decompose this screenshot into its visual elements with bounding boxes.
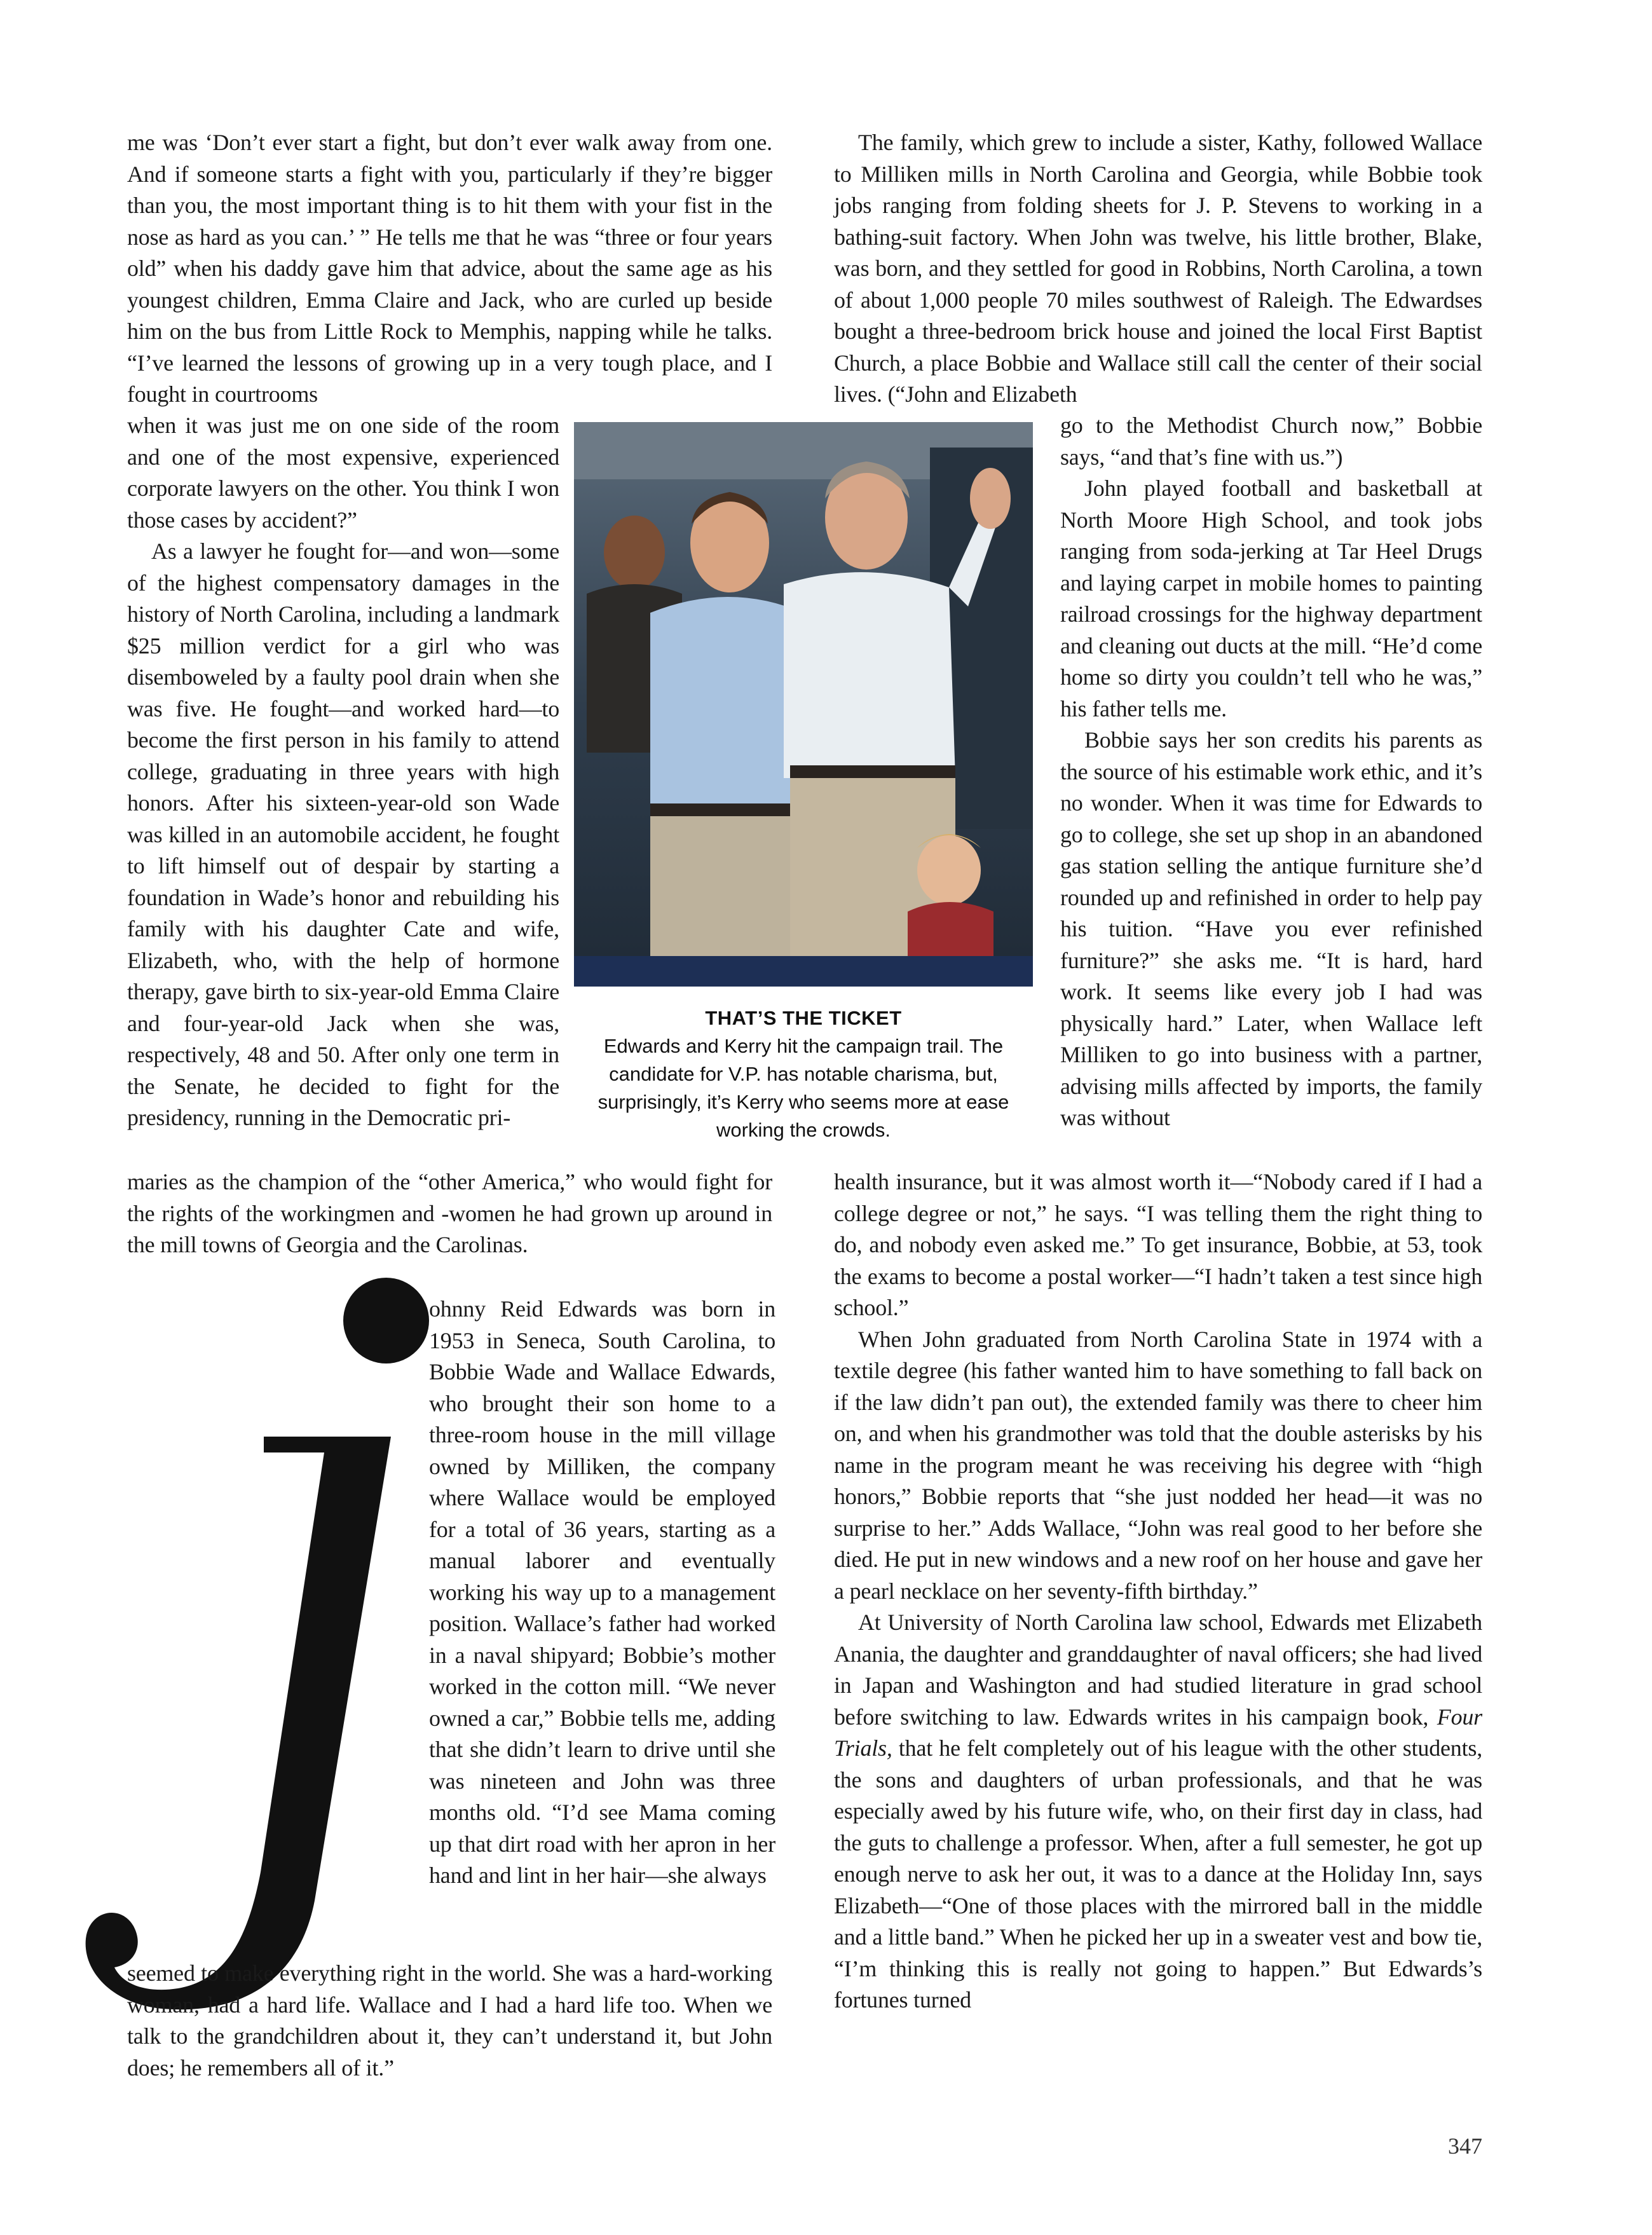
campaign-photo <box>574 422 1033 987</box>
paragraph: When John graduated from North Carolina State in 1974 with a textile degree (his father wanted him to have something to fall back on if the law didn’t pan out), the extended family was there to cheer him on, and when his grandmother was told that the double asterisks by his name in the program meant he was receiving his degree with “high honors,” Bobbie reports that “she just nodded her head—it was no surprise to her.” Adds Wallace, “John was real good to her before she died. He put in new windows and a new roof on her house and gave her a pearl necklace on her seventy-fifth birthday.” <box>834 1326 1482 1604</box>
drop-cap <box>73 1278 429 2015</box>
book-title: Four Trials, <box>834 1704 1482 1761</box>
text-run: that he felt completely out of his league with the other students, the sons and daughters of urban professionals, and that he was especially awed by his future wife, who, on their first day in class, had the guts to challenge a professor. When, after a full semester, he got up enough nerve to ask her out, it was to a dance at the Holiday Inn, says Elizabeth—“One of those places with the mirrored ball in the middle and a little band.” When he picked her up in a sweater vest and bow tie, “I’m thinking this is really not going to happen.” But Edwards’s fortunes turned <box>834 1735 1482 2013</box>
drop-cap-letter <box>73 1278 429 2015</box>
drop-cap-paragraph-tail <box>127 1958 772 2084</box>
paragraph: maries as the champion of the “other America,” who would fight for the rights of the workingmen and -women he had grown up around in the mill towns of Georgia and the Carolinas. <box>127 1169 772 1257</box>
page-number: 347 <box>1448 2133 1482 2159</box>
paragraph: John played football and basketball at North Moore High School, and took jobs ranging from soda-jerking at Tar Heel Drugs and laying carpet in mobile homes to painting railroad crossings for the highway department and cleaning out ducts at the mill. “He’d come home so dirty you couldn’t tell who he was,” his father tells me. <box>1060 475 1482 721</box>
photo-caption <box>574 1004 1033 1144</box>
right-column-bottom <box>834 1166 1482 2016</box>
left-column-middle <box>127 410 559 1134</box>
left-column-bottom <box>127 1166 772 1261</box>
paragraph: Bobbie says her son credits his parents as the source of his estimable work ethic, and it’s no wonder. When it was time for Edwards to go to college, she set up shop in an abandoned gas station selling the antique furniture she’d rounded up and refinished in order to help pay his tuition. “Have you ever refinished furniture?” she asks me. “It is hard, hard work. It seems like every job I had was physically hard.” Later, when Wallace left Milliken to go into business with a partner, advising mills affected by imports, the family was without <box>1060 727 1482 1130</box>
right-column-middle <box>1060 410 1482 1134</box>
caption-body: Edwards and Kerry hit the campaign trail. The candidate for V.P. has notable charisma, but, surprisingly, it’s Kerry who seems more at ease working the crowds. <box>597 1035 1009 1141</box>
drop-cap-paragraph <box>429 1294 775 1892</box>
paragraph: ohnny Reid Edwards was born in 1953 in Seneca, South Carolina, to Bobbie Wade and Wallace Edwards, who brought their son home to a three-room house in the mill village owned by Milliken, the company where Wallace would be employed for a total of 36 years, starting as a manual laborer and eventually working his way up to a management position. Wallace’s father had worked in a naval shipyard; Bobbie’s mother worked in the cotton mill. “We never owned a car,” Bobbie tells me, adding that she didn’t learn to drive until she was nineteen and John was three months old. “I’d see Mama coming up that dirt road with her apron in her hand and lint in her hair—she always <box>429 1296 775 1888</box>
paragraph: go to the Methodist Church now,” Bobbie says, “and that’s fine with us.”) <box>1060 413 1482 470</box>
left-column-top <box>127 127 772 411</box>
text-run: At University of North Carolina law school, Edwards met Elizabeth Anania, the daughter and granddaughter of naval officers; she had lived in Japan and Washington and had studied literature in grad school before switching to law. Edwards writes in his campaign book, <box>834 1610 1482 1730</box>
right-column-top <box>834 127 1482 411</box>
paragraph: The family, which grew to include a sister, Kathy, followed Wallace to Milliken mills in North Carolina and Georgia, while Bobbie took jobs ranging from folding sheets for J. P. Stevens to working in a bathing-suit factory. When John was twelve, his little brother, Blake, was born, and they settled for good in Robbins, North Carolina, a town of about 1,000 people 70 miles southwest of Raleigh. The Edwardses bought a three-bedroom brick house and joined the local First Baptist Church, a place Bobbie and Wallace still call the center of their social lives. (“John and Elizabeth <box>834 130 1482 407</box>
caption-title: THAT’S THE TICKET <box>705 1007 902 1029</box>
paragraph: As a lawyer he fought for—and won—some of the highest compensatory damages in the history of North Carolina, including a landmark $25 million verdict for a girl who was disemboweled by a faulty pool drain when she was five. He fought—and worked hard—to become the first person in his family to attend college, graduating in three years with high honors. After his sixteen-year-old son Wade was killed in an automobile accident, he fought to lift himself out of despair by starting a foundation in Wade’s honor and rebuilding his family with his daughter Cate and wife, Elizabeth, who, with the help of hormone therapy, gave birth to six-year-old Emma Claire and four-year-old Jack when she was, respectively, 48 and 50. After only one term in the Senate, he decided to fight for the presidency, running in the Democratic pri- <box>127 538 559 1130</box>
paragraph: health insurance, but it was almost worth it—“Nobody cared if I had a college degree or not,” he says. “I was telling them the right thing to do, and nobody even asked me.” To get insurance, Bobbie, at 53, took the exams to become a postal worker—“I hadn’t taken a test since high school.” <box>834 1169 1482 1320</box>
paragraph: me was ‘Don’t ever start a fight, but don’t ever walk away from one. And if someone starts a fight with you, particularly if they’re bigger than you, the most important thing is to hit them with your fist in the nose as hard as you can.’ ” He tells me that he was “three or four years old” when his daddy gave him that advice, about the same age as his youngest children, Emma Claire and Jack, who are curled up beside him on the bus from Little Rock to Memphis, napping while he talks. “I’ve learned the lessons of growing up in a very tough place, and I fought in courtrooms <box>127 130 772 407</box>
paragraph <box>834 1607 1482 2016</box>
paragraph: seemed to make everything right in the world. She was a hard-working woman, had a hard life. Wallace and I had a hard life too. When we talk to the grandchildren about it, they can’t understand it, but John does; he remembers all of it.” <box>127 1960 772 2081</box>
paragraph: when it was just me on one side of the room and one of the most expensive, experienced corporate lawyers on the other. You think I won those cases by accident?” <box>127 413 559 533</box>
